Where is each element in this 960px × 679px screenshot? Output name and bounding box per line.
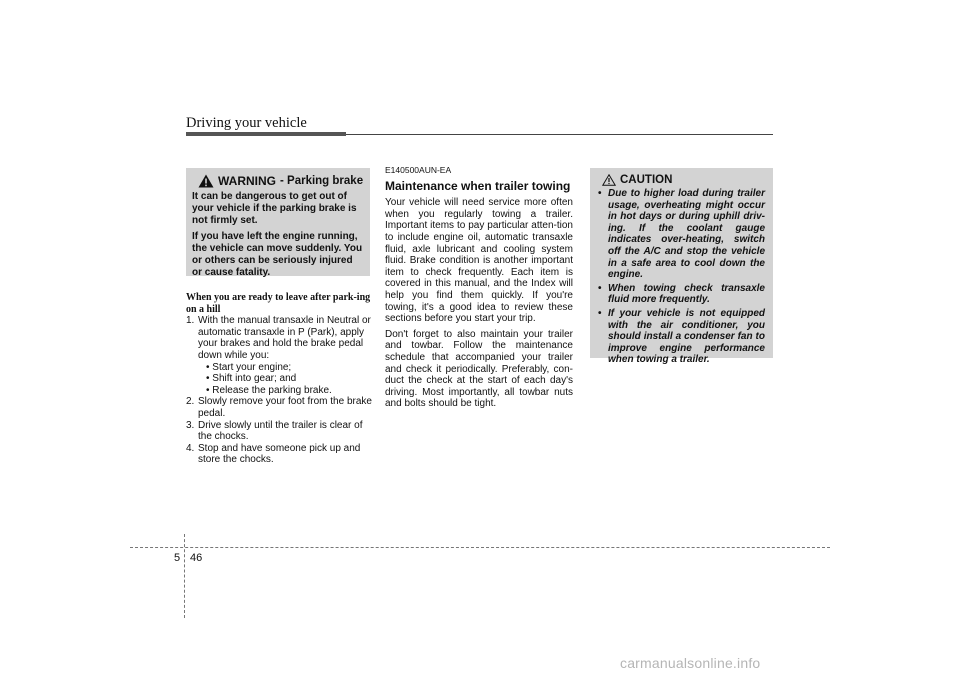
maintenance-section — [385, 165, 573, 414]
caution-text: When towing check transaxle fluid more frequently. — [608, 282, 765, 306]
warning-icon — [198, 174, 214, 188]
warning-subtitle: - Parking brake — [280, 175, 364, 187]
bullet-item: • Release the parking brake. — [206, 384, 332, 396]
section-number: 5 — [174, 552, 181, 564]
step-item — [186, 443, 372, 466]
hill-section — [186, 292, 372, 466]
warning-paragraph: If you have left the engine running, the vehicle can move suddenly. You or others can be seriously injured or cause fatality. — [192, 231, 363, 278]
caution-text: Due to higher load during trailer usage, overheating might occur in hot days or during uphill driv-ing. If the coolant gauge indicates over-heating, switch off the A/C and stop the vehicle in a safe area to cool down the engine. — [608, 188, 765, 281]
caution-box — [590, 168, 773, 366]
footer-divider — [184, 534, 185, 618]
page-number: 46 — [190, 552, 203, 564]
watermark: carmanualsonline.info — [620, 655, 761, 671]
maintenance-title: Maintenance when trailer towing — [385, 178, 571, 193]
step-text: Drive slowly until the trailer is clear of the chocks. — [198, 419, 363, 443]
caution-text: If your vehicle is not equipped with the air conditioner, you should install a condenser fan to improve engine performance when towing a trailer. — [608, 307, 765, 366]
maintenance-paragraph: Don't forget to also maintain your trailer and towbar. Follow the maintenance schedule that accompanied your trailer and check it periodically. Preferably, con-duct the check at the start of each day's driving. Most importantly, all towbar nuts and bolts should be tight. — [385, 328, 573, 410]
warning-paragraph: It can be dangerous to get out of your vehicle if the parking brake is not firmly set. — [192, 191, 357, 226]
warning-header — [198, 174, 364, 188]
bullet-item: • Start your engine; — [206, 361, 292, 373]
step-item — [186, 396, 372, 419]
section-code: E140500AUN-EA — [385, 165, 452, 175]
step-item — [186, 315, 372, 396]
step-number: 3. — [186, 419, 195, 431]
caution-label: CAUTION — [620, 174, 673, 186]
bullet-item: • Shift into gear; and — [206, 373, 297, 385]
step-text: With the manual transaxle in Neutral or automatic transaxle in P (Park), apply your brakes and hold the brake pedal down while you: — [198, 315, 371, 361]
maintenance-paragraph: Your vehicle will need service more often when you regularly towing a trailer. Important items to pay particular atten-tion to include engine oil, automatic transaxle fluid, axle lubricant and cooling system fluid. Brake condition is another important item to check frequently. Each item is covered in this manual, and the Index will help you find them quickly. If you're towing, it's a good idea to review these sections before you start your trip. — [385, 197, 573, 325]
step-item — [186, 420, 372, 443]
header-rule-accent — [186, 132, 346, 136]
step-number: 2. — [186, 396, 195, 408]
caution-icon — [602, 174, 616, 186]
page-header-title: Driving your vehicle — [186, 115, 307, 131]
warning-box — [186, 168, 370, 276]
caution-item: • Due to higher load during trailer usage, overheating might occur in hot days or during uphill driv-ing. If the coolant gauge indicates over-heating, switch off the A/C and stop the vehicle in a safe area to cool down the engine. — [598, 188, 765, 281]
caution-item: • If your vehicle is not equipped with the air conditioner, you should install a condenser fan to improve engine performance when towing a trailer. — [598, 307, 765, 366]
hill-heading: When you are ready to leave after park-ing on a hill — [186, 292, 371, 315]
warning-label: WARNING — [218, 174, 276, 188]
step-number: 4. — [186, 442, 195, 454]
step-number: 1. — [186, 315, 195, 327]
step-text: Slowly remove your foot from the brake pedal. — [198, 396, 372, 419]
caution-header — [602, 174, 765, 186]
step-text: Stop and have someone pick up and store the chocks. — [198, 442, 361, 466]
footer-rule — [130, 547, 830, 548]
caution-item: • When towing check transaxle fluid more frequently. — [598, 282, 765, 306]
